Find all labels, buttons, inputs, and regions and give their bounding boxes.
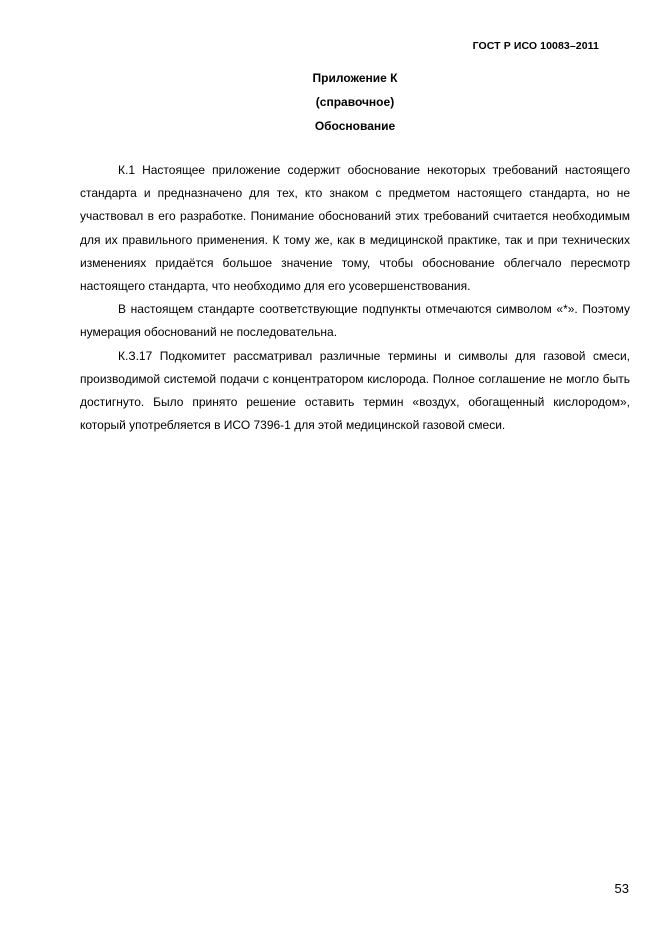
paragraph-k1: К.1 Настоящее приложение содержит обоснование некоторых требований настоящего стандарта и предназначено для тех, кто знаком с предметом настоящего стандарта, но не участвовал в его разработке. Понимание обоснований этих требований считается необходимым для их правильного применения. К тому же, как в медицинской практике, так и при технических изменениях придаётся большое значение тому, чтобы обоснование облегчало пересмотр настоящего стандарта, что необходимо для его усовершенствования. xyxy=(80,163,630,294)
appendix-status: (справочное) xyxy=(315,95,395,109)
paragraph-k3-17: К.З.17 Подкомитет рассматривал различные термины и символы для газовой смеси, производимой системой подачи с концентратором кислорода. Полное соглашение не могло быть достигнуто. Было принято решение оставить термин «воздух, обогащенный кислородом», который употребляется в ИСО 7396-1 для этой медицинской газовой смеси. xyxy=(80,348,630,433)
appendix-title: Приложение К xyxy=(312,71,398,85)
appendix-heading xyxy=(0,66,661,138)
paragraph-symbol-note: В настоящем стандарте соответствующие подпункты отмечаются символом «*». Поэтому нумерация обоснований не последовательна. xyxy=(80,302,630,340)
document-body xyxy=(80,159,630,437)
appendix-subject: Обоснование xyxy=(314,119,396,133)
page-number: 53 xyxy=(614,881,629,896)
document-standard-code: ГОСТ Р ИСО 10083–2011 xyxy=(472,40,599,52)
